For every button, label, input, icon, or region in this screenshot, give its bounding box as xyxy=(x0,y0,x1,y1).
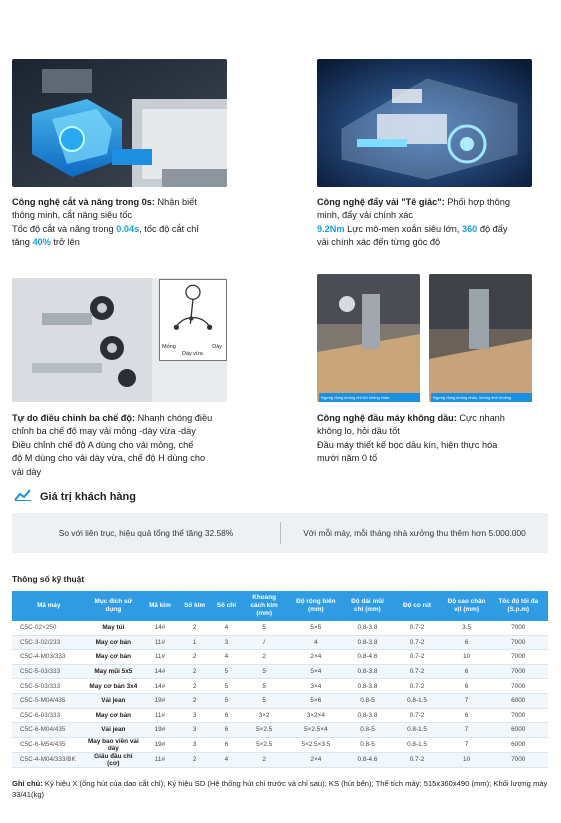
spec-cell: 2 xyxy=(179,664,211,679)
oil-free-photo-left xyxy=(317,274,420,402)
spec-cell: 3×2×4 xyxy=(286,708,346,723)
spec-cell: 2 xyxy=(179,679,211,694)
spec-cell: 5 xyxy=(211,664,243,679)
spec-cell: 11# xyxy=(141,752,179,767)
feature-3-title: Tự do điều chỉnh ba chế độ: xyxy=(12,413,136,423)
spec-cell: 14# xyxy=(141,679,179,694)
spec-cell: 6 xyxy=(211,737,243,752)
spec-cell: 0.8-4.6 xyxy=(346,650,390,665)
spec-cell: 7 xyxy=(445,737,489,752)
usage-cell: May bao viền vải dày xyxy=(86,737,142,752)
table-row xyxy=(12,723,548,738)
spec-cell: 0.8-3.8 xyxy=(346,664,390,679)
spec-cell: 11# xyxy=(141,650,179,665)
table-row xyxy=(12,621,548,635)
spec-cell: 3×4 xyxy=(286,679,346,694)
spec-cell: 0.7-2 xyxy=(389,650,444,665)
customer-value-box xyxy=(12,513,548,553)
spec-cell: 0.7-2 xyxy=(389,635,444,650)
feature-1-title: Công nghệ cắt và nâng trong 0s: xyxy=(12,197,155,207)
spec-cell: 0.8-3.8 xyxy=(346,679,390,694)
spec-cell: 2 xyxy=(179,650,211,665)
usage-cell: May cơ bản xyxy=(86,635,142,650)
feature-2-title: Công nghệ đẩy vải "Tê giác": xyxy=(317,197,445,207)
spec-cell: 2×4 xyxy=(286,650,346,665)
spec-cell: 5 xyxy=(242,664,286,679)
model-cell: C5C-5-03/333 xyxy=(12,664,86,679)
spec-header-cell: Mục đích sử dụng xyxy=(86,591,142,621)
customer-value-title: Giá trị khách hàng xyxy=(40,490,136,503)
spec-cell: 0.7-2 xyxy=(389,664,444,679)
spec-cell: 10 xyxy=(445,752,489,767)
table-row xyxy=(12,693,548,708)
spec-cell: 5 xyxy=(242,693,286,708)
table-row xyxy=(12,635,548,650)
diagram-thin-label: Mỏng xyxy=(162,344,176,350)
usage-cell: Vải jean xyxy=(86,693,142,708)
spec-cell: 14# xyxy=(141,621,179,635)
spec-cell: 0.8-5 xyxy=(346,693,390,708)
spec-cell: / xyxy=(242,635,286,650)
spec-cell: 5×6 xyxy=(286,693,346,708)
usage-cell: May cơ bản xyxy=(86,650,142,665)
model-cell: C5C-6-03/333 xyxy=(12,708,86,723)
spec-header-cell: Độ dài mũi chỉ (mm) xyxy=(346,591,390,621)
spec-cell: 1 xyxy=(179,635,211,650)
oil-free-photo-right xyxy=(429,274,532,402)
note xyxy=(12,778,552,800)
spec-cell: 5 xyxy=(242,679,286,694)
note-text: Ký hiệu X (ống hút của dao cắt chỉ); Ký hiệu SD (Hệ thống hút chỉ trước và chỉ sau); KS (hút bên); Thể tích máy: 515x360x490 (mm); Khối lượng máy 33/41(kg) xyxy=(12,779,548,799)
spec-cell: 7000 xyxy=(488,621,548,635)
spec-cell: 2 xyxy=(179,752,211,767)
spec-cell: 7000 xyxy=(488,650,548,665)
spec-cell: 7000 xyxy=(488,679,548,694)
spec-cell: 0.7-2 xyxy=(389,708,444,723)
model-cell: C5C-3-02/233 xyxy=(12,635,86,650)
spec-title: Thông số kỹ thuật xyxy=(12,574,85,584)
diagram-thick-label: Dày xyxy=(212,344,222,350)
table-row xyxy=(12,708,548,723)
spec-cell: 7000 xyxy=(488,635,548,650)
spec-cell: 2 xyxy=(179,693,211,708)
spec-cell: 3 xyxy=(211,635,243,650)
spec-cell: 2 xyxy=(242,650,286,665)
trend-chart-icon xyxy=(14,489,32,504)
spec-cell: 11# xyxy=(141,635,179,650)
table-row xyxy=(12,737,548,752)
table-row xyxy=(12,650,548,665)
usage-cell: May cơ bản xyxy=(86,708,142,723)
spec-header-cell: Khoảng cách kim (mm) xyxy=(242,591,286,621)
oil-free-label-right: Ngưng động không chảo, không ảnh hưởng xyxy=(431,393,532,402)
spec-cell: 0.8-3.8 xyxy=(346,635,390,650)
spec-cell: 6 xyxy=(445,679,489,694)
usage-cell: Vải jean xyxy=(86,723,142,738)
spec-header-cell: Độ cao chân vịt (mm) xyxy=(445,591,489,621)
model-cell: C5C-6-M54/435 xyxy=(12,737,86,752)
spec-cell: 3.5 xyxy=(445,621,489,635)
spec-cell: 0.8-1.5 xyxy=(389,693,444,708)
model-cell: C5C-4-M04/333/BK xyxy=(12,752,86,767)
spec-cell: 3 xyxy=(179,723,211,738)
spec-cell: 2 xyxy=(179,621,211,635)
model-cell: C5C-02×250 xyxy=(12,621,86,635)
spec-cell: 6 xyxy=(211,723,243,738)
spec-cell: 7 xyxy=(445,693,489,708)
usage-cell: May túi xyxy=(86,621,142,635)
spec-cell: 4 xyxy=(211,752,243,767)
usage-cell: May mũi 5x5 xyxy=(86,664,142,679)
spec-cell: 0.8-4.6 xyxy=(346,752,390,767)
spec-cell: 5×2.5 xyxy=(242,737,286,752)
diagram-mid-label: Dày vừa xyxy=(182,351,203,357)
note-label: Ghi chú: xyxy=(12,779,43,788)
feature-3-caption: Tự do điều chỉnh ba chế độ: Nhanh chóng điều chỉnh ba chế độ may vải mỏng -dày vừa -dày Điều chỉnh chế độ A dùng cho vải mỏng, chế độ M dùng cho vải dày vừa, chế độ H dùng cho vải dày xyxy=(12,413,213,477)
spec-cell: 5×2.5×3.5 xyxy=(286,737,346,752)
feed-mechanism-photo xyxy=(317,59,532,187)
spec-cell: 6 xyxy=(445,635,489,650)
spec-cell: 7000 xyxy=(488,708,548,723)
spec-cell: 14# xyxy=(141,664,179,679)
spec-cell: 0.8-1.5 xyxy=(389,723,444,738)
spec-cell: 5 xyxy=(242,621,286,635)
spec-cell: 19# xyxy=(141,693,179,708)
spec-header-cell: Mã máy xyxy=(12,591,86,621)
spec-cell: 6 xyxy=(445,708,489,723)
spec-header-row xyxy=(12,591,548,621)
spec-cell: 6000 xyxy=(488,723,548,738)
spec-cell: 10 xyxy=(445,650,489,665)
feature-1-caption: Công nghệ cắt và nâng trong 0s: Nhận biết thông minh, cắt nâng siêu tốc Tốc độ cắt và nâng trong 0.04s, tốc độ cắt chỉ tăng 40% trở lên xyxy=(12,197,199,248)
spec-header-cell: Số chỉ xyxy=(211,591,243,621)
spec-cell: 19# xyxy=(141,723,179,738)
spec-cell: 0.8-1.5 xyxy=(389,737,444,752)
spec-cell: 6 xyxy=(211,708,243,723)
table-row xyxy=(12,664,548,679)
spec-cell: 11# xyxy=(141,708,179,723)
spec-cell: 5×4 xyxy=(286,664,346,679)
model-cell: C5C-5-M04/435 xyxy=(12,693,86,708)
spec-cell: 4 xyxy=(286,635,346,650)
spec-cell: 0.7-2 xyxy=(389,752,444,767)
spec-cell: 0.7-2 xyxy=(389,679,444,694)
spec-cell: 5×2.5 xyxy=(242,723,286,738)
spec-cell: 3 xyxy=(179,737,211,752)
spec-cell: 5×2.5×4 xyxy=(286,723,346,738)
model-cell: C5C-5-03/333 xyxy=(12,679,86,694)
usage-cell: May cơ bản 3x4 xyxy=(86,679,142,694)
spec-cell: 6000 xyxy=(488,737,548,752)
table-row xyxy=(12,679,548,694)
feature-2-caption: Công nghệ đẩy vải "Tê giác": Phối hợp thông minh, đẩy vải chính xác 9.2Nm Lực mô-men xoắn siêu lớn, 360 độ đẩy vải chính xác đến từng góc độ xyxy=(317,197,510,248)
table-row xyxy=(12,752,548,767)
spec-cell: 3×2 xyxy=(242,708,286,723)
spec-cell: 6 xyxy=(445,664,489,679)
usage-cell: Giấu đầu chỉ (cơ) xyxy=(86,752,142,767)
spec-cell: 3 xyxy=(179,708,211,723)
spec-cell: 5 xyxy=(211,679,243,694)
spec-cell: 7000 xyxy=(488,664,548,679)
spec-cell: 19# xyxy=(141,737,179,752)
spec-cell: 5×5 xyxy=(286,621,346,635)
cutter-lifter-photo xyxy=(12,59,227,187)
spec-header-cell: Mã kim xyxy=(141,591,179,621)
spec-cell: 0.8-5 xyxy=(346,737,390,752)
revenue-text: Với mỗi máy, mỗi tháng nhà xưởng thu thêm hơn 5.000.000 xyxy=(303,528,526,538)
oil-free-label-left: Ngưng động không chỉ khi không chảo xyxy=(319,393,420,402)
spec-cell: 0.8-5 xyxy=(346,723,390,738)
spec-header-cell: Tốc độ tối đa (S.p.m) xyxy=(488,591,548,621)
spec-cell: 0.8-3.8 xyxy=(346,708,390,723)
feature-4-title: Công nghệ đầu máy không dầu: xyxy=(317,413,457,423)
spec-cell: 2×4 xyxy=(286,752,346,767)
model-cell: C5C-6-M04/435 xyxy=(12,723,86,738)
spec-cell: 0.7-2 xyxy=(389,621,444,635)
spec-cell: 7 xyxy=(445,723,489,738)
model-cell: C5C-4-M03/333 xyxy=(12,650,86,665)
spec-header-cell: Độ rộng biên (mm) xyxy=(286,591,346,621)
spec-cell: 4 xyxy=(211,650,243,665)
spec-header-cell: Độ co rút xyxy=(389,591,444,621)
spec-cell: 2 xyxy=(242,752,286,767)
mode-diagram xyxy=(159,279,227,361)
feature-4-caption: Công nghệ đầu máy không dầu: Cực nhanh không lo, hỏi dầu tốt Đầu máy thiết kế bọc dầu kín, hiện thực hóa mười năm 0 tố xyxy=(317,413,505,464)
spec-cell: 5 xyxy=(211,693,243,708)
efficiency-text: So với liên trục, hiệu quả tổng thể tăng 32.58% xyxy=(58,528,234,538)
spec-table xyxy=(12,591,548,768)
spec-cell: 0.8-3.8 xyxy=(346,621,390,635)
spec-cell: 7000 xyxy=(488,752,548,767)
spec-header-cell: Số kim xyxy=(179,591,211,621)
spec-cell: 4 xyxy=(211,621,243,635)
customer-value-heading xyxy=(14,489,136,504)
spec-cell: 6000 xyxy=(488,693,548,708)
